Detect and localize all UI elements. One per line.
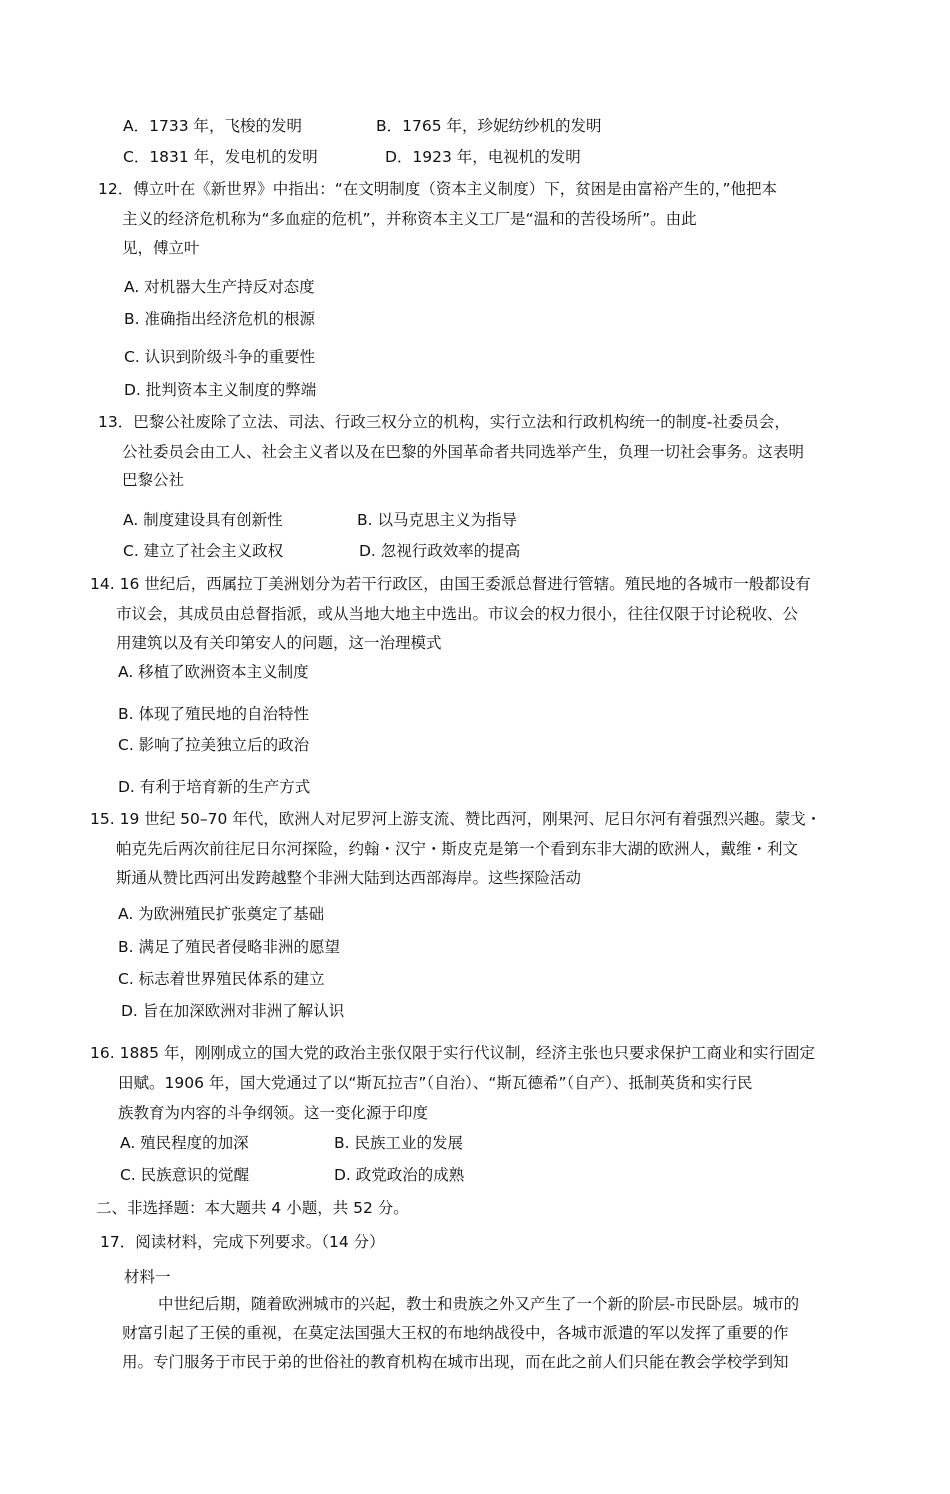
q13-option-b: B. 以马克思主义为指导 — [357, 511, 517, 529]
q12-stem-line-3: 见，傅立叶 — [122, 239, 200, 257]
q16-stem-line-3: 族教育为内容的斗争纲领。这一变化源于印度 — [118, 1104, 429, 1122]
q17-material-para-line-2: 财富引起了王侯的重视，在莫定法国强大王权的布地纳战役中，各城市派遣的军以发挥了重要的作 — [122, 1324, 789, 1342]
q15-option-b: B. 满足了殖民者侵略非洲的愿望 — [118, 938, 340, 956]
q17-material-para-line-1: 中世纪后期，随着欧洲城市的兴起，教士和贵族之外又产生了一个新的阶层-市民卧层。城市的 — [158, 1295, 800, 1313]
q15-option-c: C. 标志着世界殖民体系的建立 — [118, 970, 325, 988]
q13-option-d: D. 忽视行政效率的提高 — [359, 542, 521, 560]
q16-stem-line-2: 田赋。1906 年，国大党通过了以“斯瓦拉吉”（自治）、“斯瓦德希”（自产）、抵制英货和实行民 — [118, 1074, 753, 1092]
q16-option-d: D. 政党政治的成熟 — [334, 1166, 465, 1184]
q11-option-c: C．1831 年，发电机的发明 — [123, 148, 318, 166]
q15-stem-line-2: 帕克先后两次前往尼日尔河探险，约翰・汉宁・斯皮克是第一个看到东非大湖的欧洲人，戴维・利文 — [116, 840, 799, 858]
q15-stem-line-1: 15. 19 世纪 50–70 年代，欧洲人对尼罗河上游支流、赞比西河，刚果河、尼日尔河有着强烈兴趣。蒙戈・ — [90, 810, 822, 828]
q16-option-a: A. 殖民程度的加深 — [120, 1134, 249, 1152]
q13-stem-line-1: 13．巴黎公社废除了立法、司法、行政三权分立的机构，实行立法和行政机构统一的制度-社委员会， — [98, 413, 790, 431]
q14-option-d: D. 有利于培育新的生产方式 — [118, 778, 311, 796]
q12-option-d: D. 批判资本主义制度的弊端 — [124, 381, 317, 399]
q11-option-b: B．1765 年，珍妮纺纱机的发明 — [376, 117, 602, 135]
q17-material-label: 材料一 — [124, 1268, 171, 1286]
q16-option-c: C. 民族意识的觉醒 — [120, 1166, 250, 1184]
q16-stem-line-1: 16. 1885 年，刚刚成立的国大党的政治主张仅限于实行代议制，经济主张也只要求保护工商业和实行固定 — [90, 1044, 815, 1062]
q14-stem-line-3: 用建筑以及有关印第安人的问题，这一治理模式 — [116, 634, 442, 652]
q14-option-b: B. 体现了殖民地的自治特性 — [118, 705, 309, 723]
q13-stem-line-3: 巴黎公社 — [122, 471, 185, 489]
q12-stem-line-2: 主义的经济危机称为“多血症的危机”，并称资本主义工厂是“温和的苦役场所”。由此 — [122, 210, 697, 228]
q14-option-a: A. 移植了欧洲资本主义制度 — [118, 663, 309, 681]
q14-stem-line-2: 市议会，其成员由总督指派，或从当地大地主中选出。市议会的权力很小，往往仅限于讨论税收、公 — [116, 605, 799, 623]
q13-option-c: C. 建立了社会主义政权 — [123, 542, 284, 560]
q12-stem-line-1: 12．傅立叶在《新世界》中指出：“在文明制度（资本主义制度）下，贫困是由富裕产生的，”他把本 — [98, 180, 778, 198]
q14-option-c: C. 影响了拉美独立后的政治 — [118, 736, 310, 754]
q11-option-a: A．1733 年，飞梭的发明 — [123, 117, 302, 135]
q12-option-c: C. 认识到阶级斗争的重要性 — [124, 348, 316, 366]
q12-option-b: B. 准确指出经济危机的根源 — [124, 310, 315, 328]
q12-option-a: A. 对机器大生产持反对态度 — [124, 278, 315, 296]
q16-option-b: B. 民族工业的发展 — [334, 1134, 463, 1152]
q17-material-para-line-3: 用。专门服务于市民于弟的世俗社的教育机构在城市出现，而在此之前人们只能在教会学校学到知 — [122, 1353, 789, 1371]
section-2-heading: 二、非选择题：本大题共 4 小题，共 52 分。 — [96, 1199, 409, 1217]
q13-option-a: A. 制度建设具有创新性 — [123, 511, 283, 529]
q11-option-d: D．1923 年，电视机的发明 — [385, 148, 581, 166]
q15-option-d: D. 旨在加深欧洲对非洲了解认识 — [121, 1002, 345, 1020]
q15-stem-line-3: 斯通从赞比西河出发跨越整个非洲大陆到达西部海岸。这些探险活动 — [116, 869, 582, 887]
q14-stem-line-1: 14. 16 世纪后，西属拉丁美洲划分为若干行政区，由国王委派总督进行管辖。殖民地的各城市一般都设有 — [90, 575, 811, 593]
q13-stem-line-2: 公社委员会由工人、社会主义者以及在巴黎的外国革命者共同选举产生，负理一切社会事务。这表明 — [122, 443, 805, 461]
q15-option-a: A. 为欧洲殖民扩张奠定了基础 — [118, 905, 325, 923]
q17-header: 17．阅读材料，完成下列要求。（14 分） — [100, 1233, 385, 1251]
